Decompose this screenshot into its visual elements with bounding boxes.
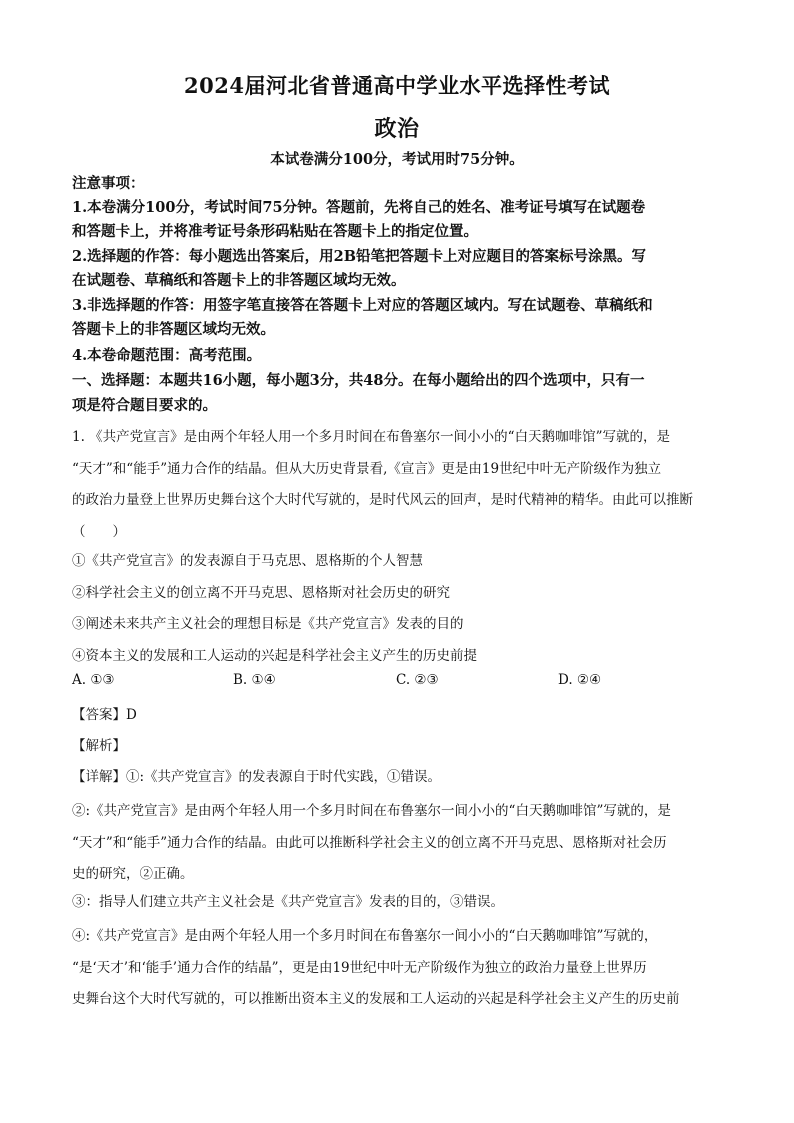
- exam-meta: 本试卷满分100分，考试用时75分钟。: [270, 151, 524, 168]
- stem-line: “天才”和“能手”通力合作的结晶。但从大历史背景看,《宣言》更是由19世纪中叶无产阶级作为独立: [72, 460, 662, 477]
- analysis-line: 【详解】①:《共产党宣言》的发表源自于时代实践，①错误。: [72, 769, 442, 785]
- analysis-line: ③：指导人们建立共产主义社会是《共产党宣言》发表的目的，③错误。: [72, 894, 504, 910]
- notes-line: 4.本卷命题范围：高考范围。: [72, 347, 262, 364]
- notes-line: 1.本卷满分100分，考试时间75分钟。答题前，先将自己的姓名、准考证号填写在试题卷: [72, 199, 646, 216]
- analysis-item-1: [72, 765, 722, 785]
- stem-line: 1. 《共产党宣言》是由两个年轻人用一个多月时间在布鲁塞尔一间小小的“白天鹅咖啡馆”写就的，是: [72, 429, 670, 445]
- analysis-line: ②:《共产党宣言》是由两个年轻人用一个多月时间在布鲁塞尔一间小小的“白天鹅咖啡馆”写就的，是: [72, 803, 671, 819]
- notes-item-4: [72, 344, 722, 365]
- stem-line: 的政治力量登上世界历史舞台这个大时代写就的，是时代风云的回声，是时代精神的精华。由此可以推断: [72, 492, 693, 508]
- analysis-line: ④:《共产党宣言》是由两个年轻人用一个多月时间在布鲁塞尔一间小小的“白天鹅咖啡馆”写就的，: [72, 928, 658, 944]
- answer-line: 【答案】D: [72, 707, 137, 723]
- statement-item: ③阐述未来共产主义社会的理想目标是《共产党宣言》发表的目的: [72, 616, 464, 632]
- option-a: A. ①③: [72, 672, 115, 688]
- analysis-item-2: [72, 796, 722, 891]
- analysis-heading: 【解析】: [72, 738, 126, 754]
- option-b: B. ①④: [233, 672, 276, 688]
- exam-title: 2024届河北省普通高中学业水平选择性考试: [184, 73, 610, 98]
- analysis-item-4: [72, 921, 722, 1016]
- subject-title: 政治: [374, 116, 420, 142]
- notes-item-2: [72, 245, 722, 293]
- question-statements: [72, 546, 722, 672]
- notes-line: 2.选择题的作答：每小题选出答案后，用2B铅笔把答题卡上对应题目的答案标号涂黑。写: [72, 248, 646, 265]
- section-line: 一、选择题：本题共16小题，每小题3分，共48分。在每小题给出的四个选项中，只有一: [72, 372, 645, 389]
- analysis-line: 史的研究，②正确。: [72, 866, 194, 882]
- notes-line: 答题卡上的非答题区域均无效。: [72, 321, 275, 338]
- section-line: 项是符合题目要求的。: [72, 397, 217, 414]
- analysis-item-3: [72, 890, 722, 910]
- notes-line: 在试题卷、草稿纸和答题卡上的非答题区域均无效。: [72, 272, 406, 289]
- statement-item: ④资本主义的发展和工人运动的兴起是科学社会主义产生的历史前提: [72, 647, 477, 664]
- notes-line: 和答题卡上，并将准考证号条形码粘贴在答题卡上的指定位置。: [72, 223, 478, 240]
- statement-item: ①《共产党宣言》的发表源自于马克思、恩格斯的个人智慧: [72, 553, 423, 569]
- question-stem: [72, 422, 722, 548]
- section-heading: [72, 368, 722, 418]
- analysis-line: “是‘天才’和‘能手’通力合作的结晶”，更是由19世纪中叶无产阶级作为独立的政治力量登上世界历: [72, 959, 647, 976]
- option-c: C. ②③: [396, 672, 439, 688]
- option-d: D. ②④: [558, 672, 602, 688]
- stem-line: （ ）: [72, 523, 126, 540]
- notes-item-3: [72, 294, 722, 342]
- notes-line: 3.非选择题的作答：用签字笔直接答在答题卡上对应的答题区域内。写在试题卷、草稿纸和: [72, 297, 653, 314]
- statement-item: ②科学社会主义的创立离不开马克思、恩格斯对社会历史的研究: [72, 584, 450, 601]
- notes-item-1: [72, 196, 722, 244]
- analysis-line: “天才”和“能手”通力合作的结晶。由此可以推断科学社会主义的创立离不开马克思、恩格斯对社会历: [72, 834, 667, 851]
- analysis-line: 史舞台这个大时代写就的，可以推断出资本主义的发展和工人运动的兴起是科学社会主义产生的历史前: [72, 991, 680, 1007]
- notes-heading: 注意事项：: [72, 175, 145, 192]
